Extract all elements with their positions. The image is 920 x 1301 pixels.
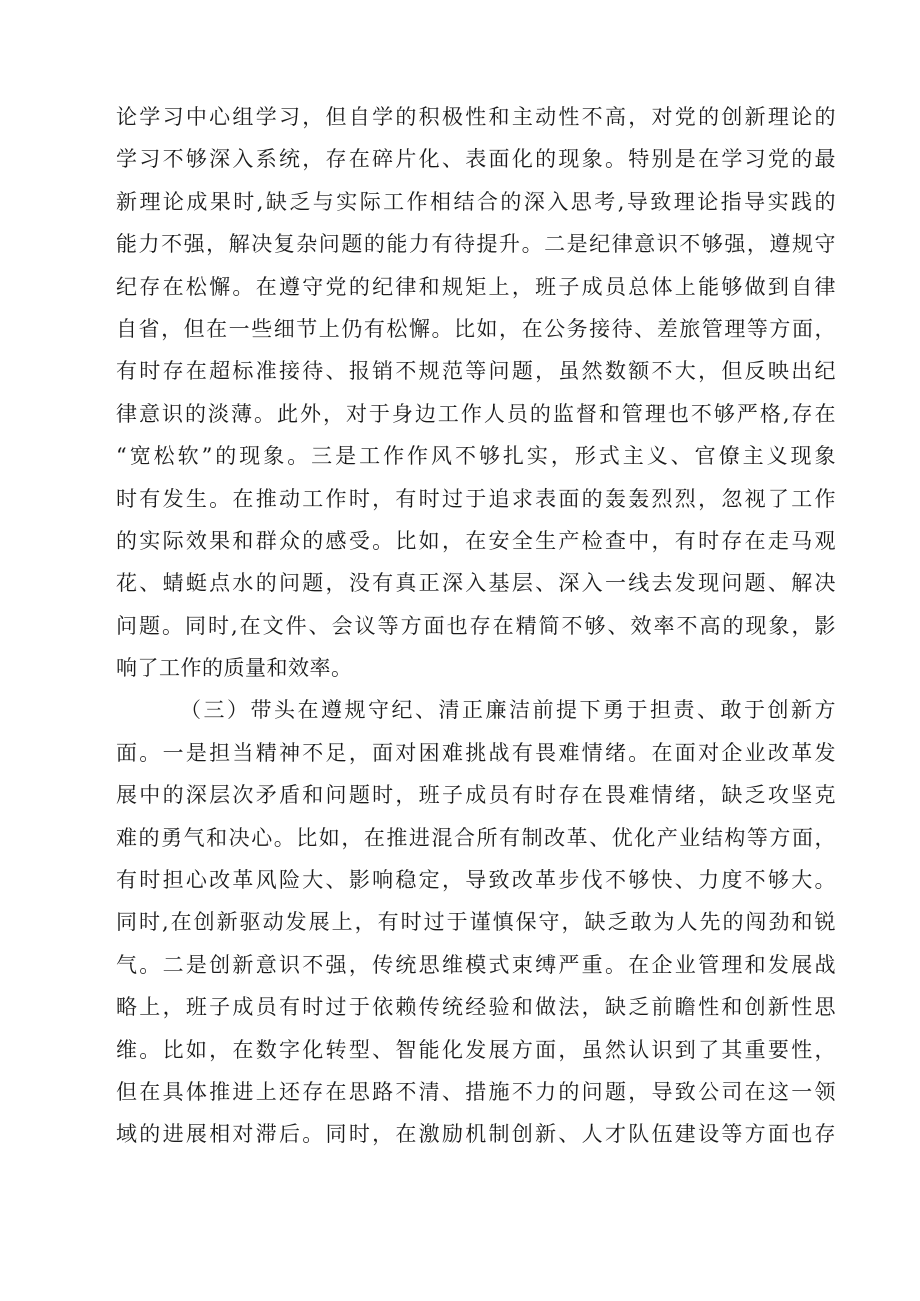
text-line: 花、蜻蜓点水的问题，没有真正深入基层、深入一线去发现问题、解决 bbox=[116, 571, 836, 596]
text-line: 新理论成果时,缺乏与实际工作相结合的深入思考,导致理论指导实践的 bbox=[116, 189, 836, 214]
document-body bbox=[116, 96, 836, 1156]
paragraph-section-three bbox=[116, 689, 836, 1155]
text-line: 响了工作的质量和效率。 bbox=[116, 656, 353, 681]
text-line: 纪存在松懈。在遵守党的纪律和规矩上，班子成员总体上能够做到自律 bbox=[116, 274, 836, 299]
text-line: 难的勇气和决心。比如，在推进混合所有制改革、优化产业结构等方面， bbox=[116, 825, 836, 850]
text-line: 略上，班子成员有时过于依赖传统经验和做法，缺乏前瞻性和创新性思 bbox=[116, 995, 836, 1020]
text-line: 有时存在超标准接待、报销不规范等问题，虽然数额不大，但反映出纪 bbox=[116, 359, 836, 384]
text-line: 自省，但在一些细节上仍有松懈。比如，在公务接待、差旅管理等方面， bbox=[116, 316, 836, 341]
text-line: 维。比如，在数字化转型、智能化发展方面，虽然认识到了其重要性， bbox=[116, 1037, 836, 1062]
text-line: “宽松软”的现象。三是工作作风不够扎实，形式主义、官僚主义现象 bbox=[116, 444, 836, 469]
text-line: 但在具体推进上还存在思路不清、措施不力的问题，导致公司在这一领 bbox=[116, 1079, 836, 1104]
text-line: 律意识的淡薄。此外，对于身边工作人员的监督和管理也不够严格,存在 bbox=[116, 401, 836, 426]
text-line: 论学习中心组学习，但自学的积极性和主动性不高，对党的创新理论的 bbox=[116, 105, 836, 129]
text-line: 问题。同时,在文件、会议等方面也存在精简不够、效率不高的现象，影 bbox=[116, 613, 836, 638]
text-line: 气。二是创新意识不强，传统思维模式束缚严重。在企业管理和发展战 bbox=[116, 952, 836, 977]
paragraph-party-building-issues bbox=[116, 96, 836, 689]
text-line: 有时担心改革风险大、影响稳定，导致改革步伐不够快、力度不够大。 bbox=[116, 868, 836, 893]
text-line: 能力不强，解决复杂问题的能力有待提升。二是纪律意识不够强，遵规守 bbox=[116, 232, 836, 257]
text-line: 面。一是担当精神不足，面对困难挑战有畏难情绪。在面对企业改革发 bbox=[116, 740, 836, 765]
section-heading-line: （三）带头在遵规守纪、清正廉洁前提下勇于担责、敢于创新方 bbox=[180, 698, 836, 723]
text-line: 时有发生。在推动工作时，有时过于追求表面的轰轰烈烈，忽视了工作 bbox=[116, 486, 836, 511]
text-line: 展中的深层次矛盾和问题时，班子成员有时存在畏难情绪，缺乏攻坚克 bbox=[116, 783, 836, 808]
text-line: 学习不够深入系统，存在碎片化、表面化的现象。特别是在学习党的最 bbox=[116, 147, 836, 172]
text-line: 的实际效果和群众的感受。比如，在安全生产检查中，有时存在走马观 bbox=[116, 528, 836, 553]
text-line: 同时,在创新驱动发展上，有时过于谨慎保守，缺乏敢为人先的闯劲和锐 bbox=[116, 910, 836, 935]
text-line: 域的进展相对滞后。同时，在激励机制创新、人才队伍建设等方面也存 bbox=[116, 1122, 836, 1147]
